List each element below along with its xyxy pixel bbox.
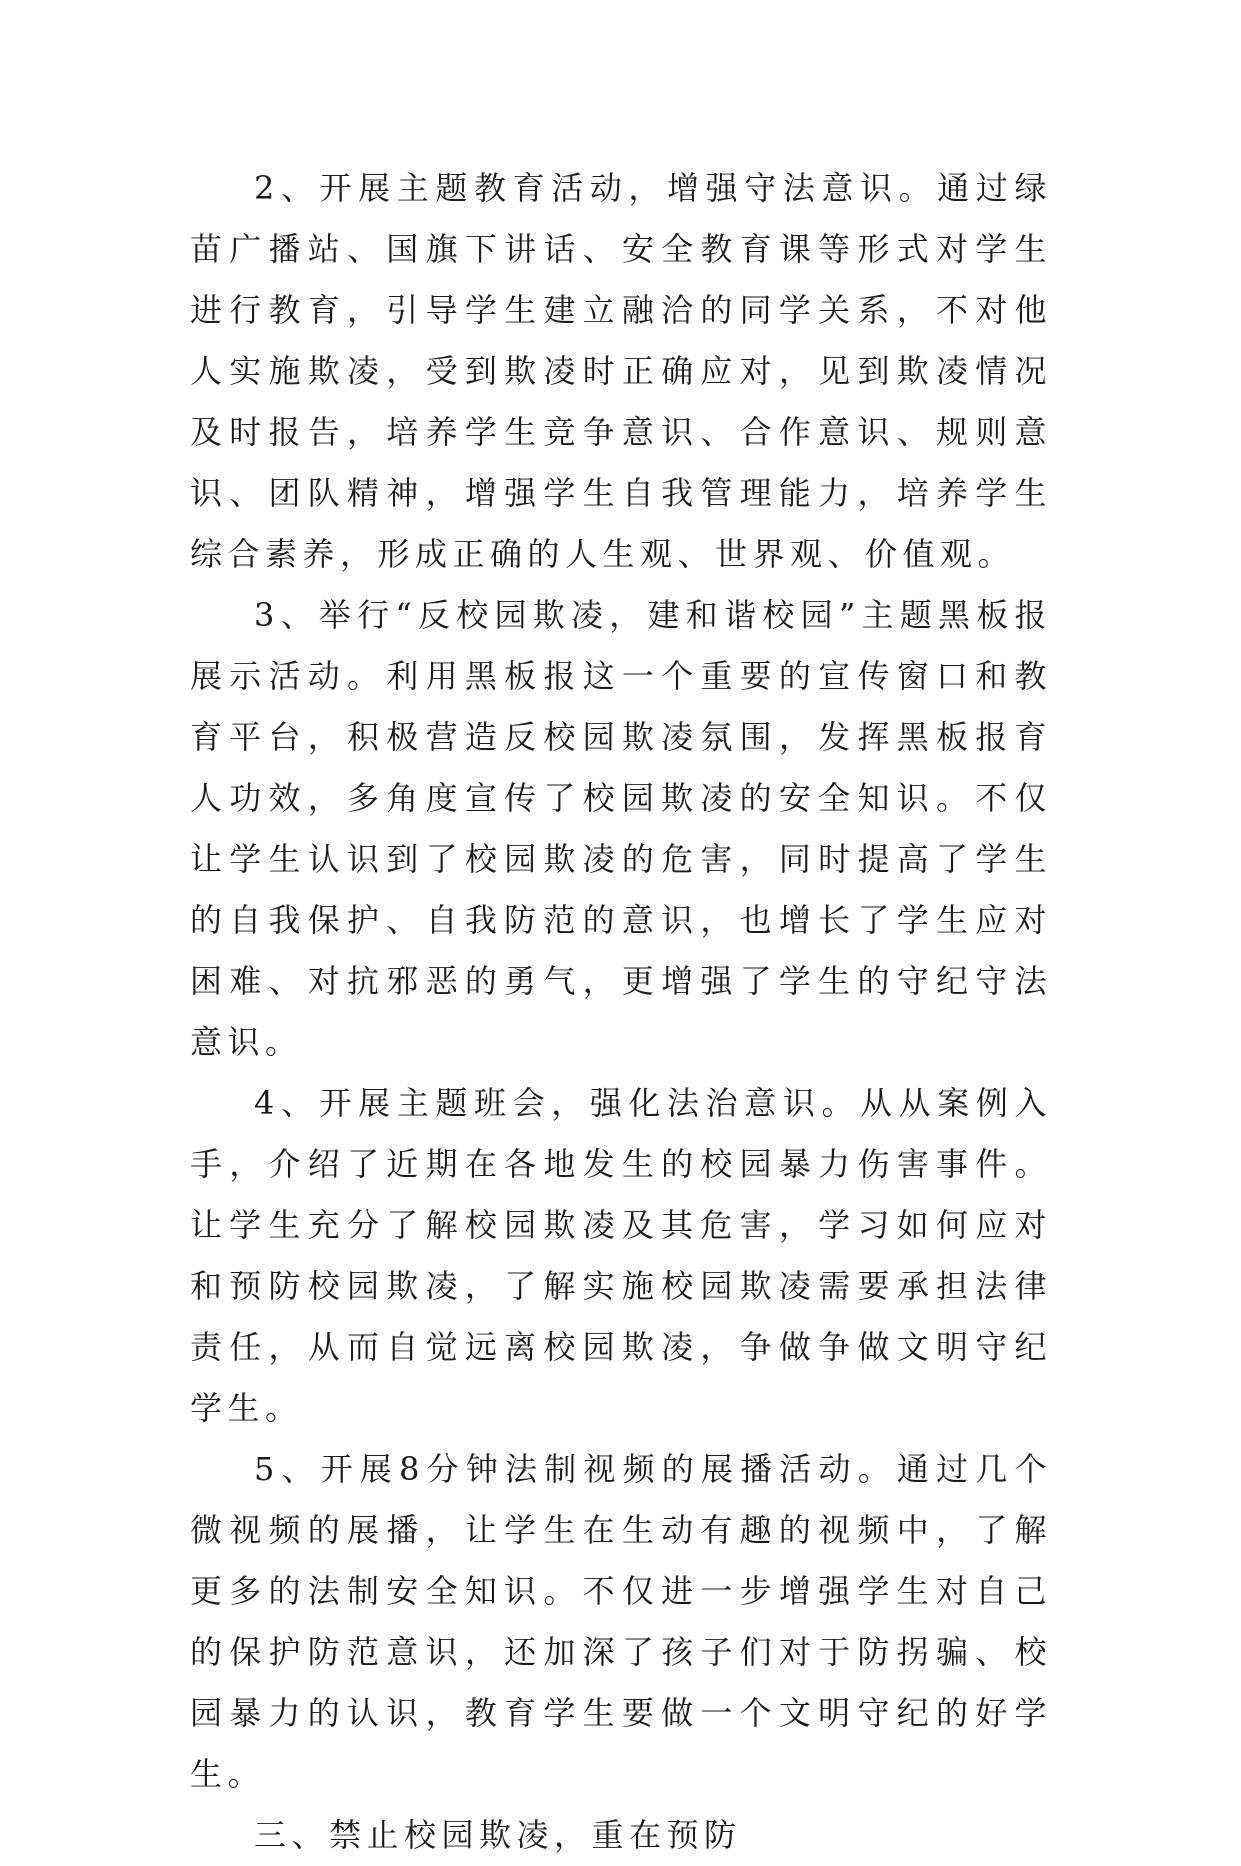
paragraph-class-meeting: 4、开展主题班会，强化法治意识。从从案例入手，介绍了近期在各地发生的校园暴力伤害事件。让学生充分了解校园欺凌及其危害，学习如何应对和预防校园欺凌，了解实施校园欺凌需要承担法律责任，从而自觉远离校园欺凌，争做争做文明守纪学生。 bbox=[190, 1084, 1052, 1427]
section-heading-prevention: 三、禁止校园欺凌，重在预防 bbox=[254, 1816, 742, 1854]
paragraph-blackboard-activity: 3、举行“反校园欺凌，建和谐校园”主题黑板报展示活动。利用黑板报这一个重要的宣传窗口和教育平台，积极营造反校园欺凌氛围，发挥黑板报育人功效，多角度宣传了校园欺凌的安全知识。不仅让学生认识到了校园欺凌的危害，同时提高了学生的自我保护、自我防范的意识，也增长了学生应对困难、对抗邪恶的勇气，更增强了学生的守纪守法意识。 bbox=[190, 596, 1052, 1061]
paragraph-video-broadcast: 5、开展8分钟法制视频的展播活动。通过几个微视频的展播，让学生在生动有趣的视频中，了解更多的法制安全知识。不仅进一步增强学生对自己的保护防范意识，还加深了孩子们对于防拐骗、校园暴力的认识，教育学生要做一个文明守纪的好学生。 bbox=[190, 1450, 1052, 1793]
paragraph-theme-education: 2、开展主题教育活动，增强守法意识。通过绿苗广播站、国旗下讲话、安全教育课等形式对学生进行教育，引导学生建立融洽的同学关系，不对他人实施欺凌，受到欺凌时正确应对，见到欺凌情况及时报告，培养学生竞争意识、合作意识、规则意识、团队精神，增强学生自我管理能力，培养学生综合素养，形成正确的人生观、世界观、价值观。 bbox=[190, 169, 1052, 573]
document-page bbox=[190, 158, 1052, 1866]
